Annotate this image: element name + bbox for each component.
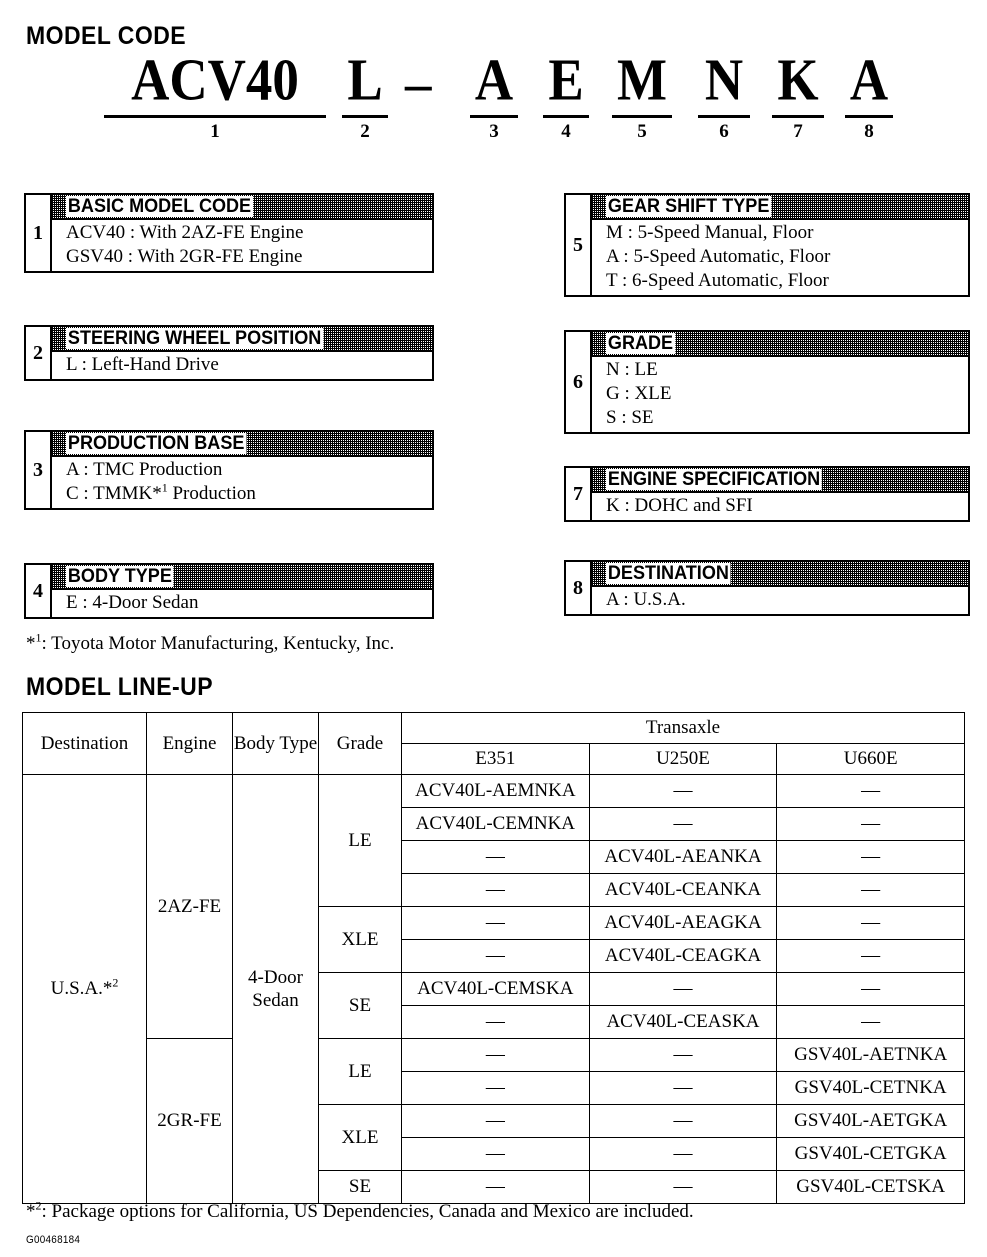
definition-box-line: M : 5-Speed Manual, Floor xyxy=(606,222,814,243)
definition-box-3 xyxy=(24,430,434,510)
definition-box-line: ACV40 : With 2AZ-FE Engine xyxy=(66,222,304,243)
definition-box-body xyxy=(52,563,434,619)
definition-box-lines xyxy=(52,457,432,508)
definition-box-title-bar xyxy=(592,195,968,220)
footnote-2: *$^2$: Package options for California, US Dependencies, Canada and Mexico are included. xyxy=(26,1198,694,1222)
column-header-transaxle: Transaxle xyxy=(402,713,965,744)
model-code-segment-number: 7 xyxy=(793,121,803,142)
definition-box-lines xyxy=(592,493,968,520)
cell-transaxle-empty: — xyxy=(777,874,965,907)
cell-transaxle-empty: — xyxy=(402,1138,590,1171)
definition-box-body xyxy=(52,193,434,273)
definition-box-title-text: PRODUCTION BASE xyxy=(67,433,245,454)
model-code-segment-chars: A xyxy=(849,48,889,114)
page-title-model-lineup: MODEL LINE-UP xyxy=(26,673,214,701)
definition-box-number: 1 xyxy=(24,193,52,273)
column-header-destination: Destination xyxy=(23,713,147,775)
definition-box-number: 2 xyxy=(24,325,52,381)
cell-transaxle-empty: — xyxy=(402,907,590,940)
cell-transaxle-empty: — xyxy=(589,973,777,1006)
definition-box-body xyxy=(52,325,434,381)
cell-grade: SE xyxy=(319,1171,402,1204)
column-header-body-type: Body Type xyxy=(233,713,319,775)
model-code-segment-underline xyxy=(470,115,518,118)
cell-transaxle-empty: — xyxy=(777,841,965,874)
cell-grade: XLE xyxy=(319,1105,402,1171)
cell-transaxle-model-code: ACV40L-CEMSKA xyxy=(402,973,590,1006)
definition-box-title-text: DESTINATION xyxy=(607,563,729,584)
model-code-segment-7 xyxy=(772,48,824,143)
model-code-segment-number: 1 xyxy=(210,121,220,142)
model-code-segment-underline xyxy=(342,115,388,118)
definition-box-1 xyxy=(24,193,434,273)
model-code-segment-underline xyxy=(772,115,824,118)
cell-transaxle-empty: — xyxy=(777,973,965,1006)
cell-grade: LE xyxy=(319,1039,402,1105)
cell-grade: SE xyxy=(319,973,402,1039)
column-header-grade: Grade xyxy=(319,713,402,775)
cell-transaxle-model-code: ACV40L-CEAGKA xyxy=(589,940,777,973)
definition-box-title-bar xyxy=(52,432,432,457)
model-code-segment-underline xyxy=(543,115,589,118)
definition-box-title-bar xyxy=(592,332,968,357)
table-row xyxy=(23,775,965,808)
model-code-segment-1 xyxy=(104,48,326,143)
table-body xyxy=(23,775,965,1204)
cell-transaxle-empty: — xyxy=(589,775,777,808)
column-header-transaxle-u250e: U250E xyxy=(589,744,777,775)
definition-box-title-text: BASIC MODEL CODE xyxy=(67,196,252,217)
definition-box-line: C : TMMK*$^1$ Production xyxy=(66,480,256,504)
definition-box-body xyxy=(592,330,970,434)
definition-box-lines xyxy=(52,590,432,617)
definition-box-body xyxy=(52,430,434,510)
cell-transaxle-model-code: GSV40L-CETNKA xyxy=(777,1072,965,1105)
cell-transaxle-empty: — xyxy=(589,1138,777,1171)
definition-box-line: T : 6-Speed Automatic, Floor xyxy=(606,270,829,291)
cell-transaxle-empty: — xyxy=(777,940,965,973)
definition-box-title-text: ENGINE SPECIFICATION xyxy=(607,469,821,490)
model-code-segment-chars: A xyxy=(474,48,514,114)
definition-box-title-bar xyxy=(592,562,968,587)
model-lineup-table xyxy=(22,712,965,1204)
model-code-segment-underline xyxy=(104,115,326,118)
model-code-segment-number: 4 xyxy=(561,121,571,142)
definition-box-title-bar xyxy=(52,327,432,352)
model-code-segment-underline xyxy=(612,115,672,118)
cell-transaxle-model-code: ACV40L-CEANKA xyxy=(589,874,777,907)
definition-box-2 xyxy=(24,325,434,381)
cell-grade: LE xyxy=(319,775,402,907)
cell-transaxle-empty: — xyxy=(402,940,590,973)
definition-box-number: 7 xyxy=(564,466,592,522)
definition-box-number: 6 xyxy=(564,330,592,434)
figure-id-label: G00468184 xyxy=(26,1234,81,1246)
cell-destination: U.S.A.*$^2$ xyxy=(23,775,147,1204)
cell-transaxle-empty: — xyxy=(777,907,965,940)
model-code-segment-6 xyxy=(698,48,750,143)
cell-transaxle-model-code: GSV40L-AETNKA xyxy=(777,1039,965,1072)
cell-transaxle-model-code: ACV40L-AEMNKA xyxy=(402,775,590,808)
definition-box-lines xyxy=(592,357,968,432)
cell-transaxle-empty: — xyxy=(589,1105,777,1138)
cell-transaxle-empty: — xyxy=(402,1105,590,1138)
page-title-model-code: MODEL CODE xyxy=(26,22,187,50)
table-row xyxy=(23,1039,965,1072)
definition-box-lines xyxy=(52,220,432,271)
footnote-1: *$^1$: Toyota Motor Manufacturing, Kentucky, Inc. xyxy=(26,630,395,654)
model-code-segment-number: 5 xyxy=(637,121,647,142)
model-code-segment-number: 2 xyxy=(360,121,370,142)
table-head xyxy=(23,713,965,775)
column-header-engine: Engine xyxy=(147,713,233,775)
model-code-segment-underline xyxy=(698,115,750,118)
definition-box-line: A : 5-Speed Automatic, Floor xyxy=(606,246,831,267)
cell-transaxle-model-code: ACV40L-CEMNKA xyxy=(402,808,590,841)
model-code-segment-chars: L xyxy=(347,48,383,114)
definition-box-body xyxy=(592,466,970,522)
cell-transaxle-empty: — xyxy=(589,1171,777,1204)
definition-box-number: 4 xyxy=(24,563,52,619)
definition-box-number: 5 xyxy=(564,193,592,297)
model-code-segment-4 xyxy=(543,48,589,143)
model-code-segment-chars: ACV40 xyxy=(131,48,299,114)
model-code-segment-chars: K xyxy=(777,48,819,114)
definition-box-title-text: GRADE xyxy=(607,333,674,354)
definition-box-title-text: BODY TYPE xyxy=(67,566,172,587)
cell-transaxle-empty: — xyxy=(402,1072,590,1105)
cell-grade: XLE xyxy=(319,907,402,973)
model-code-segment-number: 8 xyxy=(864,121,874,142)
cell-transaxle-model-code: GSV40L-CETSKA xyxy=(777,1171,965,1204)
definition-box-5 xyxy=(564,193,970,297)
definition-box-line: E : 4-Door Sedan xyxy=(66,592,199,613)
definition-box-8 xyxy=(564,560,970,616)
cell-transaxle-model-code: ACV40L-CEASKA xyxy=(589,1006,777,1039)
column-header-transaxle-u660e: U660E xyxy=(777,744,965,775)
definition-box-title-bar xyxy=(52,195,432,220)
model-code-segment-chars: N xyxy=(704,48,744,114)
model-code-segment-chars: E xyxy=(548,48,584,114)
definition-box-lines xyxy=(592,587,968,614)
definition-box-title-text: STEERING WHEEL POSITION xyxy=(67,328,322,349)
cell-transaxle-empty: — xyxy=(402,1006,590,1039)
definition-box-title-bar xyxy=(592,468,968,493)
model-code-segment-3 xyxy=(470,48,518,143)
cell-transaxle-empty: — xyxy=(402,1039,590,1072)
cell-engine: 2GR-FE xyxy=(147,1039,233,1204)
cell-transaxle-empty: — xyxy=(402,1171,590,1204)
definition-box-title-text: GEAR SHIFT TYPE xyxy=(607,196,770,217)
definition-box-line: K : DOHC and SFI xyxy=(606,495,753,516)
cell-transaxle-model-code: GSV40L-AETGKA xyxy=(777,1105,965,1138)
definition-box-line: A : U.S.A. xyxy=(606,589,686,610)
model-code-segment-number: 3 xyxy=(489,121,499,142)
cell-body-type: 4-Door Sedan xyxy=(233,775,319,1204)
model-code-segment-chars: M xyxy=(616,48,668,114)
cell-transaxle-model-code: GSV40L-CETGKA xyxy=(777,1138,965,1171)
definition-box-line: L : Left-Hand Drive xyxy=(66,354,219,375)
definition-box-6 xyxy=(564,330,970,434)
definition-box-body xyxy=(592,560,970,616)
definition-box-line: A : TMC Production xyxy=(66,459,223,480)
definition-box-7 xyxy=(564,466,970,522)
definition-box-line: N : LE xyxy=(606,359,658,380)
cell-transaxle-empty: — xyxy=(589,1039,777,1072)
definition-box-lines xyxy=(592,220,968,295)
definition-box-number: 3 xyxy=(24,430,52,510)
model-code-segment-2 xyxy=(342,48,388,143)
table-header-row-1 xyxy=(23,713,965,744)
definition-box-body xyxy=(592,193,970,297)
cell-transaxle-empty: — xyxy=(777,1006,965,1039)
model-code-separator-dash: – xyxy=(405,55,432,113)
definition-box-line: GSV40 : With 2GR-FE Engine xyxy=(66,246,303,267)
model-code-segment-number: 6 xyxy=(719,121,729,142)
cell-transaxle-empty: — xyxy=(589,1072,777,1105)
model-code-segment-underline xyxy=(845,115,893,118)
cell-transaxle-model-code: ACV40L-AEAGKA xyxy=(589,907,777,940)
cell-transaxle-empty: — xyxy=(589,808,777,841)
definition-box-number: 8 xyxy=(564,560,592,616)
cell-transaxle-empty: — xyxy=(777,775,965,808)
column-header-transaxle-e351: E351 xyxy=(402,744,590,775)
definition-box-title-bar xyxy=(52,565,432,590)
cell-transaxle-model-code: ACV40L-AEANKA xyxy=(589,841,777,874)
cell-engine: 2AZ-FE xyxy=(147,775,233,1039)
definition-box-4 xyxy=(24,563,434,619)
cell-transaxle-empty: — xyxy=(402,841,590,874)
definition-box-line: S : SE xyxy=(606,407,654,428)
model-code-display xyxy=(0,48,987,156)
definition-box-line: G : XLE xyxy=(606,383,672,404)
model-code-segment-5 xyxy=(612,48,672,143)
cell-transaxle-empty: — xyxy=(402,874,590,907)
cell-transaxle-empty: — xyxy=(777,808,965,841)
model-code-segment-8 xyxy=(845,48,893,143)
definition-box-lines xyxy=(52,352,432,379)
